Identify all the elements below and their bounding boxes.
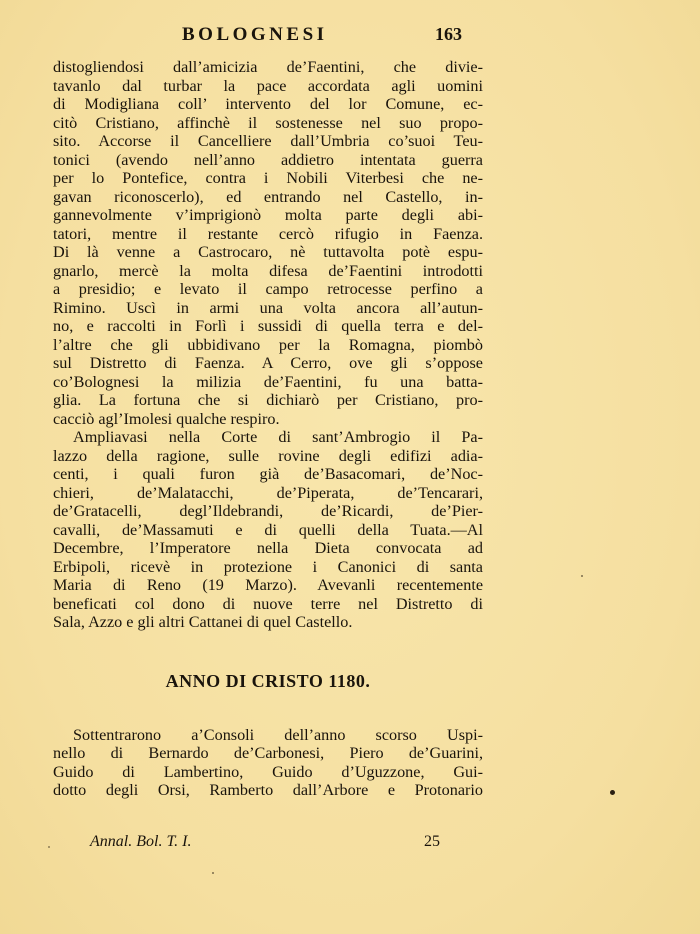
text-line: co’Bolognesi la milizia de’Faentini, fu una batta- xyxy=(53,372,483,391)
text-line: Decembre, l’Imperatore nella Dieta convocata ad xyxy=(53,539,483,557)
text-line: Ampliavasi nella Corte di sant’Ambrogio il Pa- xyxy=(73,428,483,446)
text-line: tavanlo dal turbar la pace accordata agli uomini xyxy=(53,76,483,95)
signature-number: 25 xyxy=(424,833,440,850)
text-line: gavan riconoscerlo), ed entrando nel Castello, in- xyxy=(53,187,483,206)
paragraph-1 xyxy=(53,58,483,428)
text-line: gnarlo, mercè la molta difesa de’Faentini introdotti xyxy=(53,261,483,280)
paper-speck xyxy=(610,790,615,795)
text-line: lazzo della ragione, sulle rovine degli edifizi adia- xyxy=(53,446,483,465)
text-line: Sala, Azzo e gli altri Cattanei di quel Castello. xyxy=(53,613,353,631)
text-line: cacciò agl’Imolesi qualche respiro. xyxy=(53,409,280,428)
text-line: distogliendosi dall’amicizia de’Faentini, che divie- xyxy=(53,58,483,76)
signature-line xyxy=(90,833,450,853)
section-heading: ANNO DI CRISTO 1180. xyxy=(165,670,371,691)
text-line: per lo Pontefice, contra i Nobili Viterbesi che ne- xyxy=(53,169,483,187)
text-line: l’altre che gli ubbidivano per la Romagna, piombò xyxy=(53,335,483,354)
spacer xyxy=(53,632,483,668)
text-line: Guido di Lambertino, Guido d’Uguzzone, Gui- xyxy=(53,762,483,781)
text-line: Rimino. Uscì in armi una volta ancora all’autun- xyxy=(53,298,483,317)
text-line: chieri, de’Malatacchi, de’Piperata, de’Tencarari, xyxy=(53,483,483,502)
paper-speck xyxy=(212,872,214,874)
running-title: BOLOGNESI xyxy=(182,24,328,45)
paragraph-2 xyxy=(53,428,483,632)
paper-speck xyxy=(48,846,50,848)
text-line: Erbipoli, ricevè in protezione i Canonici di santa xyxy=(53,557,483,576)
paragraph-3 xyxy=(53,726,483,800)
text-line: dotto degli Orsi, Ramberto dall’Arbore e Protonario xyxy=(53,781,483,799)
text-line: tatori, mentre il restante cercò rifugio in Faenza. xyxy=(53,224,483,243)
text-line: glia. La fortuna che si dichiarò per Cristiano, pro- xyxy=(53,391,483,409)
text-line: centi, i quali furon già de’Basacomari, de’Noc- xyxy=(53,465,483,483)
text-line: no, e raccolti in Forlì i sussidi di quella terra e del- xyxy=(53,317,483,335)
text-line: de’Gratacelli, degl’Ildebrandi, de’Ricardi, de’Pier- xyxy=(53,502,483,520)
text-line: gannevolmente v’imprigionò molta parte degli abi- xyxy=(53,206,483,224)
printer-signature: Annal. Bol. T. I. xyxy=(90,833,192,850)
spacer xyxy=(53,694,483,726)
text-line: Sottentrarono a’Consoli dell’anno scorso Uspi- xyxy=(73,725,483,744)
text-line: a presidio; e levato il campo retrocesse perfino a xyxy=(53,280,483,298)
text-line: di Modigliana coll’ intervento del lor Comune, ec- xyxy=(53,95,483,113)
text-line: Di là venne a Castrocaro, nè tuttavolta potè espu- xyxy=(53,243,483,261)
page-number: 163 xyxy=(435,24,462,44)
text-line: sul Distretto di Faenza. A Cerro, ove gli s’oppose xyxy=(53,354,483,372)
text-line: beneficati col dono di nuove terre nel Distretto di xyxy=(53,594,483,613)
text-line: cavalli, de’Massamuti e di quelli della Tuata.—Al xyxy=(53,520,483,539)
paper-speck xyxy=(581,575,583,577)
text-line: Maria di Reno (19 Marzo). Avevanli recentemente xyxy=(53,576,483,594)
body-text xyxy=(53,58,483,800)
text-line: tonici (avendo nell’anno addietro intentata guerra xyxy=(53,150,483,169)
text-line: citò Cristiano, affinchè il sostenesse nel suo propo- xyxy=(53,113,483,132)
text-line: sito. Accorse il Cancelliere dall’Umbria co’suoi Teu- xyxy=(53,132,483,150)
running-head xyxy=(182,24,462,50)
text-line: nello di Bernardo de’Carbonesi, Piero de’Guarini, xyxy=(53,744,483,762)
